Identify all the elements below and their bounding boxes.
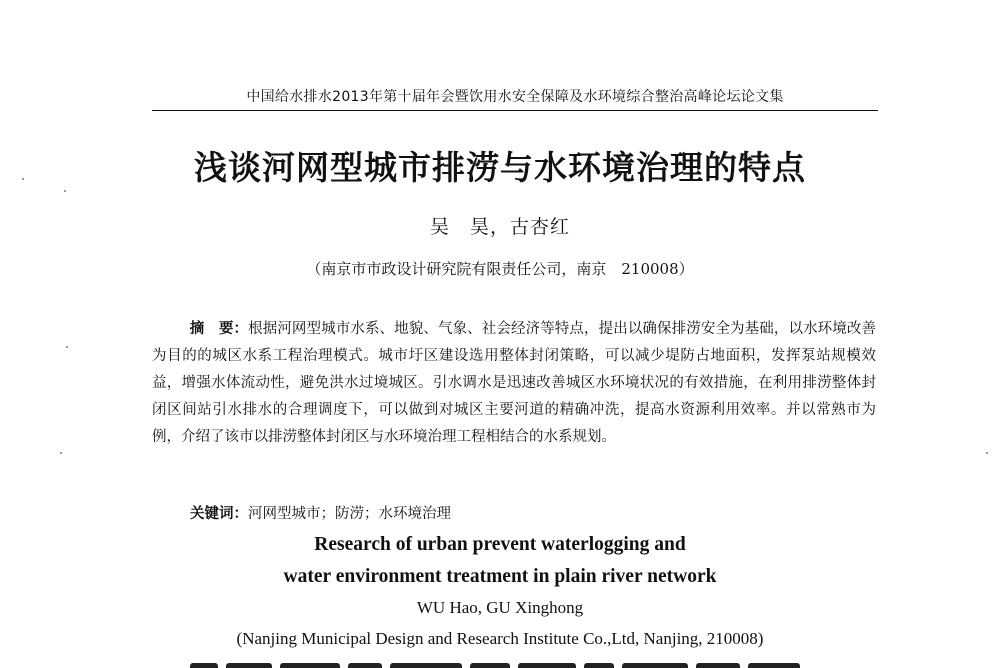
running-header: 中国给水排水2013年第十届年会暨饮用水安全保障及水环境综合整治高峰论坛论文集 bbox=[246, 89, 784, 105]
abstract bbox=[152, 316, 876, 451]
header-rule bbox=[152, 110, 878, 111]
authors: 吴 昊，古杏红 bbox=[429, 216, 570, 238]
scan-speck bbox=[986, 452, 988, 454]
english-affiliation: (Nanjing Municipal Design and Research Institute Co.,Ltd, Nanjing, 210008) bbox=[236, 629, 764, 648]
cropped-text-line bbox=[190, 658, 830, 668]
scan-speck bbox=[60, 452, 62, 454]
abstract-text: 根据河网型城市水系、地貌、气象、社会经济等特点，提出以确保排涝安全为基础，以水环境改善为目的的城区水系工程治理模式。城市圩区建设选用整体封闭策略，可以减少堤防占地面积，发挥泵站规模效益，增强水体流动性，避免洪水过境城区。引水调水是迅速改善城区水环境状况的有效措施，在利用排涝整体封闭区间站引水排水的合理调度下，可以做到对城区主要河道的精确冲洗，提高水资源利用效率。并以常熟市为例，介绍了该市以排涝整体封闭区与水环境治理工程相结合的水系规划。 bbox=[152, 321, 876, 445]
affiliation: （南京市市政设计研究院有限责任公司，南京 210008） bbox=[306, 260, 694, 278]
scan-speck bbox=[22, 178, 24, 180]
keywords-label: 关键词： bbox=[190, 506, 248, 522]
english-title-line-2: water environment treatment in plain river network bbox=[283, 566, 717, 587]
scan-speck bbox=[64, 190, 66, 192]
paper-title: 浅谈河网型城市排涝与水环境治理的特点 bbox=[194, 148, 806, 187]
keywords bbox=[190, 502, 451, 523]
scan-speck bbox=[66, 346, 68, 348]
english-authors: WU Hao, GU Xinghong bbox=[416, 598, 584, 617]
abstract-label: 摘 要： bbox=[189, 321, 249, 337]
english-title-line-1: Research of urban prevent waterlogging and bbox=[314, 534, 686, 555]
keywords-text: 河网型城市；防涝；水环境治理 bbox=[248, 506, 451, 522]
